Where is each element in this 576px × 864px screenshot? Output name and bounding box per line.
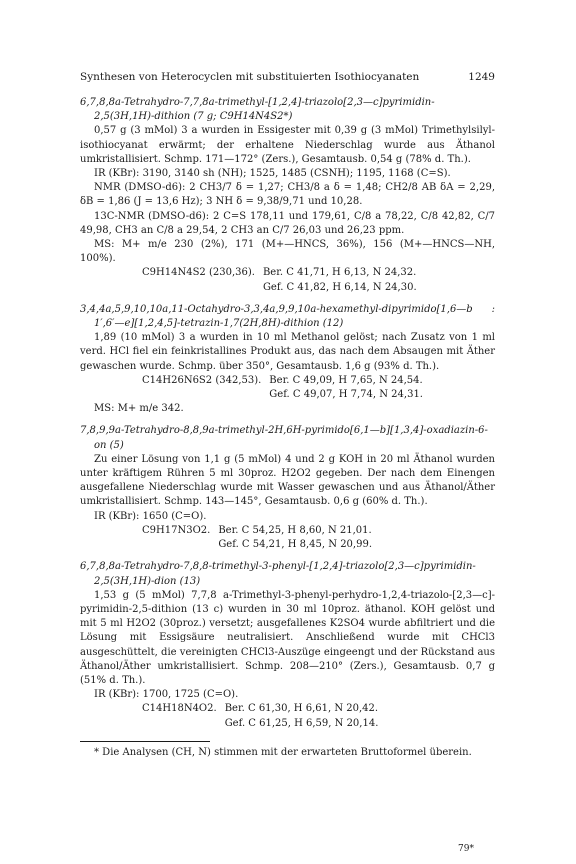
running-header <box>80 71 495 83</box>
compound-13-procedure: 1,53 g (5 mMol) 7,7,8 a-Trimethyl-3-phenyl-perhydro-1,2,4-triazolo-[2,3—c]-pyrimidin-2,5-dithion (13 c) wurden in 30 ml 10proz. äthanol. KOH gelöst und mit 5 ml H2O2 (30proz.) versetzt; ausgefallenes K2SO4 wurde abfiltriert und die Lösung mit Essigsäure neutralisiert. Anschließend wurde mit CHCl3 ausgeschüttelt, die vereinigten CHCl3-Auszüge eingeengt und der Rückstand aus Äthanol/Äther umkristallisiert. Schmp. 208—210° (Zers.), Gesamtausb. 0,7 g (51% d. Th.). <box>80 589 495 686</box>
compound-7g-ir: IR (KBr): 3190, 3140 sh (NH); 1525, 1485 (CSNH); 1195, 1168 (C=S). <box>94 168 451 180</box>
compound-5-title: 7,8,9,9a-Tetrahydro-8,8,9a-trimethyl-2H,6H-pyrimido[6,1—b][1,3,4]-oxadiazin-6-on (5) <box>80 425 488 451</box>
footnote: * Die Analysen (CH, N) stimmen mit der erwarteten Bruttoformel überein. <box>94 746 472 758</box>
compound-5-ir: IR (KBr): 1650 (C=O). <box>94 510 207 522</box>
compound-7g-ms: MS: M+ m/e 230 (2%), 171 (M+—HNCS, 36%), 156 (M+—HNCS—NH, 100%). <box>80 239 495 265</box>
analysis-formula: C14H26N6S2 (342,53). <box>142 374 262 386</box>
compound-12-procedure: 1,89 (10 mMol) 3 a wurden in 10 ml Methanol gelöst; nach Zusatz von 1 ml verd. HCl fiel ein feinkristallines Produkt aus, das nach dem Absaugen mit Äther gewaschen wurde. Schmp. über 350°, Gesamtausb. 1,6 g (93% d. Th.). <box>80 332 495 372</box>
signature-mark: 79* <box>458 844 474 854</box>
analysis-formula: C14H18N4O2. <box>142 703 217 715</box>
compound-13-analysis <box>142 702 378 730</box>
analysis-found: Gef. C 49,07, H 7,74, N 24,31. <box>269 389 423 401</box>
analysis-formula: C9H14N4S2 (230,36). <box>142 267 255 279</box>
compound-7g-analysis <box>142 266 417 294</box>
analysis-calculated: Ber. C 41,71, H 6,13, N 24,32. <box>262 267 417 279</box>
analysis-found: Gef. C 54,21, H 8,45, N 20,99. <box>218 539 372 551</box>
footnote-divider <box>80 741 210 742</box>
analysis-calculated: Ber. C 49,09, H 7,65, N 24,54. <box>269 374 423 386</box>
header-page-number: 1249 <box>468 71 495 83</box>
compound-13-ir: IR (KBr): 1700, 1725 (C=O). <box>94 689 239 701</box>
header-title: Synthesen von Heterocyclen mit substituierten Isothiocyanaten <box>80 71 420 83</box>
compound-7g-procedure: 0,57 g (3 mMol) 3 a wurden in Essigester mit 0,39 g (3 mMol) Trimethylsilyl-isothiocyanat erwärmt; der erhaltene Niederschlag wurde aus Äthanol umkristallisiert. Schmp. 171—172° (Zers.), Gesamtausb. 0,54 g (78% d. Th.). <box>80 125 495 165</box>
analysis-calculated: Ber. C 54,25, H 8,60, N 21,01. <box>218 524 372 536</box>
compound-13-title: 6,7,8,8a-Tetrahydro-7,8,8-trimethyl-3-phenyl-[1,2,4]-triazolo[2,3—c]pyrimidin-2,5(3H,1H)-dion (13) <box>80 561 476 587</box>
compound-5-procedure: Zu einer Lösung von 1,1 g (5 mMol) 4 und 2 g KOH in 20 ml Äthanol wurden unter kräftigem Rühren 5 ml 30proz. H2O2 gegeben. Der nach dem Einengen ausgefallene Niederschlag wurde mit Wasser gewaschen und aus Äthanol/Äther umkristallisiert. Schmp. 143—145°, Gesamtausb. 0,6 g (60% d. Th.). <box>80 453 495 508</box>
compound-7g-nmr: NMR (DMSO-d6): 2 CH3/7 δ = 1,27; CH3/8 a δ = 1,48; CH2/8 AB δA = 2,29, δB = 1,86 (J = 13,6 Hz); 3 NH δ = 9,38/9,71 und 10,28. <box>80 182 495 208</box>
analysis-found: Gef. C 41,82, H 6,14, N 24,30. <box>262 281 417 293</box>
compound-12-title: 3,4,4a,5,9,10,10a,11-Octahydro-3,3,4a,9,9,10a-hexamethyl-dipyrimido[1,6—b : 1′,6′—e][1,2,4,5]-tetrazin-1,7(2H,8H)-dithion (12) <box>80 303 495 330</box>
analysis-calculated: Ber. C 61,30, H 6,61, N 20,42. <box>224 703 379 715</box>
compound-7g-title: 6,7,8,8a-Tetrahydro-7,7,8a-trimethyl-[1,2,4]-triazolo[2,3—c]pyrimidin-2,5(3H,1H)-dithion (7 g; C9H14N4S2*) <box>80 97 435 123</box>
analysis-formula: C9H17N3O2. <box>142 524 211 536</box>
main-text <box>80 96 495 760</box>
compound-12-ms: MS: M+ m/e 342. <box>94 403 184 415</box>
compound-12-analysis <box>142 374 423 402</box>
analysis-found: Gef. C 61,25, H 6,59, N 20,14. <box>224 717 379 729</box>
compound-7g-cnmr: 13C-NMR (DMSO-d6): 2 C=S 178,11 und 179,61, C/8 a 78,22, C/8 42,82, C/7 49,98, CH3 an C/8 a 29,54, 2 CH3 an C/7 26,03 und 26,23 ppm. <box>80 210 495 236</box>
compound-5-analysis <box>142 524 372 552</box>
